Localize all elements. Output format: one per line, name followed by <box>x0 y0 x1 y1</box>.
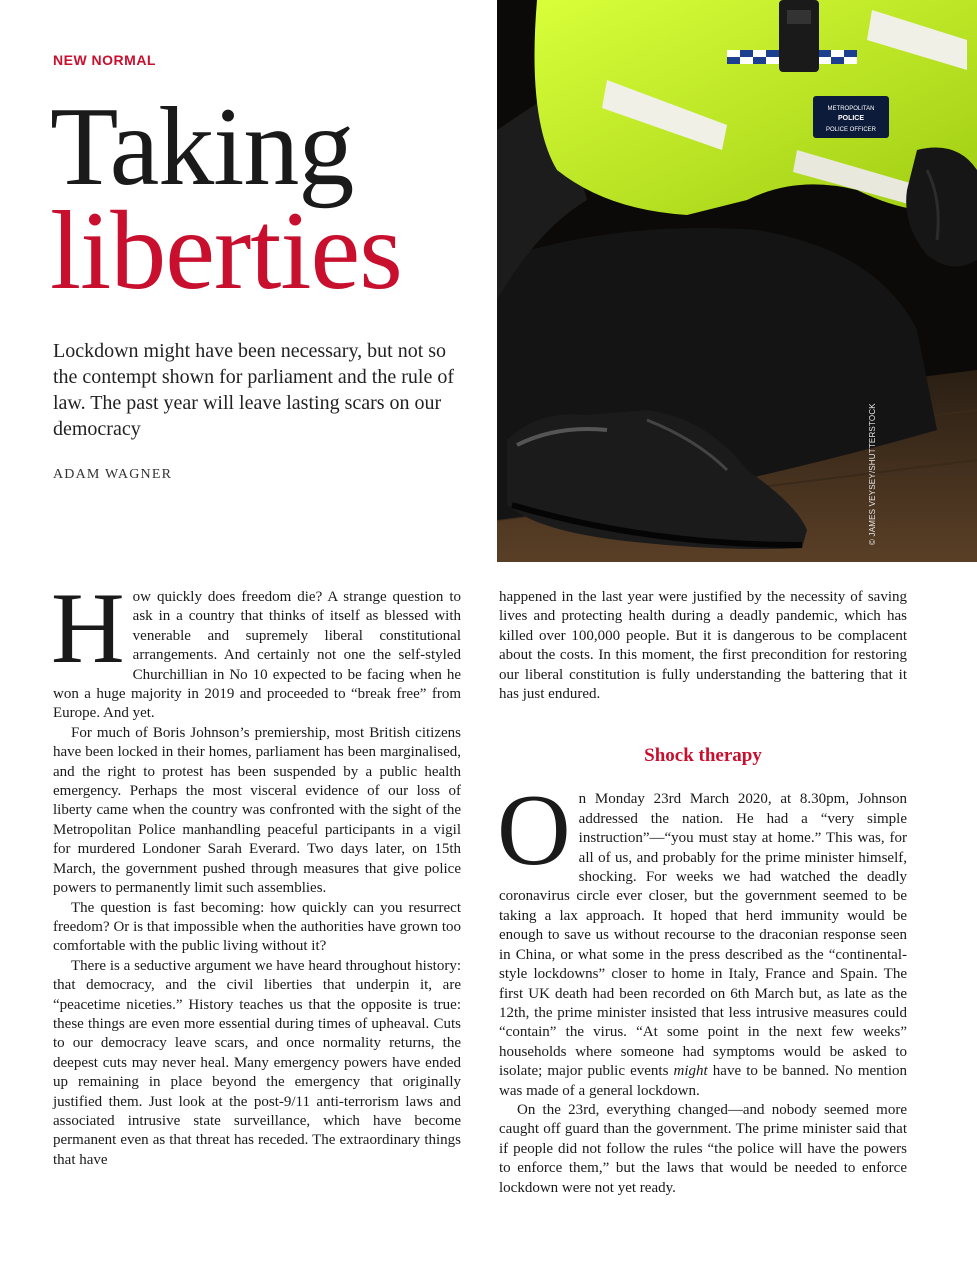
body-column-right <box>499 588 907 1198</box>
paragraph-text: ow quickly does freedom die? A strange question to ask in a country that thinks of itself as blessed with venerable and supremely liberal constitutional arrangements. And certainly not one the self-styled Churchillian in No 10 expected to be facing when he won a huge majority in 2019 and proceeded to “break free” from Europe. And yet. <box>53 589 461 722</box>
badge-line-1: METROPOLITAN <box>827 106 875 112</box>
body-paragraph <box>51 572 461 724</box>
body-paragraph: happened in the last year were justified by the necessity of saving lives and protecting health during a deadly pandemic, which has killed over 100,000 people. But it is dangerous to be complacent about the costs. In this moment, the first precondition for restoring our liberal constitution is fully understanding the battering that it has just endured. <box>499 589 907 703</box>
body-column-left <box>51 572 461 1170</box>
body-paragraph: For much of Boris Johnson’s premiership, most British citizens have been locked in their homes, parliament has been marginalised, and the right to protest has been suspended by a public health emergency. Perhaps the most visceral evidence of our loss of liberty came when the country was confronted with the sight of the Metropolitan Police manhandling peaceful participants in a vigil for murdered Londoner Sarah Everard. Two days later, on 15th March, the government pushed through measures that give police powers to permanently limit such assemblies. <box>53 724 461 897</box>
police-officer-illustration <box>497 0 977 562</box>
section-heading: Shock therapy <box>644 745 762 767</box>
lead-photo <box>497 0 977 562</box>
body-paragraph: The question is fast becoming: how quickly can you resurrect freedom? Or is that impossible when the authorities have grown too comfortable with the public living without it? <box>53 899 461 955</box>
standfirst: Lockdown might have been necessary, but not so the contempt shown for parliament and the rule of law. The past year will leave lasting scars on our democracy <box>53 340 454 440</box>
badge-line-3: POLICE OFFICER <box>825 127 877 133</box>
headline-line-2: liberties <box>50 189 402 313</box>
badge-line-2: POLICE <box>837 115 865 122</box>
paragraph-text: have to be banned. No mention was made of a general lockdown. <box>499 1063 908 1099</box>
drop-cap: O <box>497 774 571 888</box>
section-kicker: NEW NORMAL <box>53 52 156 68</box>
photo-credit: © JAMES VEYSEY/SHUTTERSTOCK <box>868 403 877 545</box>
drop-cap: H <box>51 572 125 685</box>
body-paragraph: On the 23rd, everything changed—and nobody seemed more caught off guard than the government. The prime minister said that if people did not follow the rules “the police will have the powers to enforce them,” but the laws that would be needed to enforce lockdown were not yet ready. <box>499 1101 907 1196</box>
emphasis-text: might <box>673 1063 708 1080</box>
paragraph-text: n Monday 23rd March 2020, at 8.30pm, Johnson addressed the nation. He had a “very simple instruction”—“you must stay at home.” This was, for all of us, and probably for the prime minister himself, shocking. For weeks we had watched the deadly coronavirus circle ever closer, but the government seemed to be taking a lax approach. It hoped that herd immunity would be enough to save us without recourse to the draconian response seen in China, or what some in the press described as the “continental-style lockdowns” closer to home in Italy, France and Spain. The first UK death had been recorded on 6th March but, as late as the 12th, the prime minister insisted that less intrusive measures could “contain” the virus. “At some point in the next few weeks” households where someone had symptoms would be asked to isolate; major public events <box>499 791 907 1080</box>
body-paragraph: There is a seductive argument we have heard throughout history: that democracy, and the civil liberties that underpin it, are “peacetime niceties.” History teaches us that the opposite is true: these things are even more essential during times of upheaval. Cuts to our democracy leave scars, and once normality returns, the deepest cuts may never heal. Many emergency powers have ended up remaining in place beyond the emergency that originally justified them. Just look at the post-9/11 anti-terrorism laws and associated intrusive state surveillance, which have become permanent even as that threat has receded. The extraordinary things that have <box>53 957 461 1168</box>
headline-line-1: Taking <box>50 85 354 209</box>
body-paragraph <box>497 774 908 1101</box>
headline <box>50 85 402 313</box>
byline: ADAM WAGNER <box>53 467 173 482</box>
